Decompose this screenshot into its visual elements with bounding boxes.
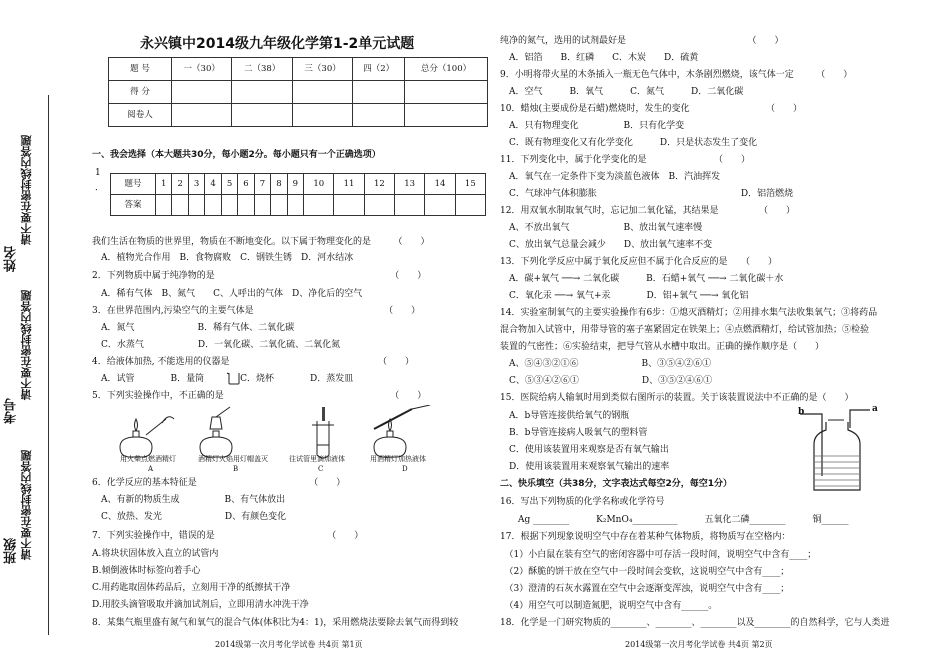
- option-line: A．试管 B．量筒 C．烧杯 D．蒸发皿: [92, 374, 354, 384]
- option-line: C．氧化汞 ──→ 氧气+汞 D．铝+氧气 ──→ 氧化铝: [500, 291, 749, 301]
- option-line: A．氧气在一定条件下变为淡蓝色液体 B．汽油挥发: [500, 172, 721, 182]
- option-line: D．使用该装置用来观察氧气输出的速率: [500, 462, 670, 472]
- option-line: A．氮气 B．稀有气体、二氧化碳: [92, 323, 295, 333]
- fill-line[interactable]: Ag ________ K₂MnO₄__________ 五氧化二磷________ 铜______: [500, 515, 849, 525]
- score-row-label: 阅卷人: [109, 104, 172, 127]
- answer-number: 11: [334, 174, 364, 195]
- answer-cell[interactable]: [205, 195, 221, 216]
- q5-letter: B: [233, 465, 239, 473]
- option-line: C．既有物理变化又有化学变化 D．只是状态发生了变化: [500, 138, 758, 148]
- option-line: A、不放出氧气 B、放出氧气速率慢: [500, 223, 703, 233]
- question-line: 2．下列物质中属于纯净物的是 （ ）: [92, 271, 427, 281]
- score-row-label: 得 分: [109, 81, 172, 104]
- lamp-b-icon: [200, 407, 232, 457]
- fill-line[interactable]: （1）小白鼠在装有空气的密闭容器中可存活一段时间，说明空气中含有____；: [500, 550, 817, 560]
- question-line: 3．在世界范围内,污染空气的主要气体是 （ ）: [92, 306, 421, 316]
- answer-cell[interactable]: [334, 195, 364, 216]
- option-line: A.将块状固体放入直立的试管内: [92, 549, 219, 559]
- fill-line[interactable]: （4）用空气可以制造氮肥，说明空气中含有______。: [500, 601, 718, 611]
- option-line: A．空气 B．氧气 C．氮气 D．二氧化碳: [500, 87, 744, 97]
- option-line: C、放热、发光 D、有颜色变化: [92, 512, 287, 522]
- score-cell[interactable]: [232, 104, 292, 127]
- option-line: D.用胶头滴管吸取并滴加试剂后，立即用清水冲洗干净: [92, 600, 309, 610]
- question-line: 11．下列变化中，属于化学变化的是 （ ）: [500, 155, 750, 165]
- option-line: A．碳+氧气 ──→ 二氧化碳 B．石蜡+氧气 ──→ 二氧化碳＋水: [500, 274, 784, 284]
- gas-bottle-figure: [800, 398, 878, 496]
- question-dot: ．: [95, 183, 105, 193]
- section-heading: 二、快乐填空（共38分，文字表达式每空2分，每空1分）: [500, 479, 733, 489]
- answer-cell[interactable]: [188, 195, 204, 216]
- score-table: [108, 57, 488, 127]
- heating-icon: [374, 405, 430, 457]
- score-header: 二（38）: [232, 58, 292, 81]
- q5-caption: 用酒精灯加热液体: [370, 455, 426, 463]
- fill-line[interactable]: （3）澄清的石灰水露置在空气中会逐渐变浑浊，说明空气中含有____；: [500, 584, 790, 594]
- score-cell[interactable]: [292, 104, 352, 127]
- question-line: 10．蜡烛(主要成份是石蜡)燃烧时，发生的变化 （ ）: [500, 104, 802, 114]
- answer-number: 3: [188, 174, 204, 195]
- footer-page-1: 2014级第一次月考化学试卷 共4页 第1页: [215, 640, 363, 649]
- question-line: 8．某集气瓶里盛有氮气和氧气的混合气体(体积比为4：1)，采用燃烧法要除去氧气而得到较: [92, 618, 459, 628]
- score-cell[interactable]: [172, 104, 232, 127]
- option-line: A、有新的物质生成 B、有气体放出: [92, 495, 286, 505]
- q5-letter: D: [402, 465, 408, 473]
- fill-line[interactable]: 18．化学是一门研究物质的________、________、________以及________的自然科学，它与人类进: [500, 618, 890, 628]
- answer-number: 13: [395, 174, 425, 195]
- option-line: A．植物光合作用 B．食物腐败 C．钢铁生锈 D．河水结冰: [92, 253, 354, 263]
- question-line: 5．下列实验操作中，不正确的是 （ ）: [92, 391, 427, 401]
- answer-cell[interactable]: [221, 195, 237, 216]
- answer-number: 1: [156, 174, 172, 195]
- option-line: A．稀有气体 B、氮气 C、人呼出的气体 D、净化后的空气: [92, 289, 363, 299]
- section-heading: 一、我会选择（本大题共30分，每小题2分。每小题只有一个正确选项）: [92, 150, 381, 160]
- score-cell[interactable]: [292, 81, 352, 104]
- option-line: B.倾倒液体时标签向着手心: [92, 566, 201, 576]
- id-label: 考号: [4, 398, 19, 424]
- question-line: 混合物加入试管中，用带导管的塞子塞紧固定在铁架上；④点燃酒精灯，给试管加热；⑤检验: [500, 325, 870, 335]
- beaker-icon: [226, 372, 242, 385]
- answer-number: 14: [425, 174, 455, 195]
- class-label: 班级: [4, 538, 19, 564]
- answer-number: 10: [304, 174, 334, 195]
- question-line: 13．下列化学反应中属于氧化反应但不属于化合反应的是 （ ）: [500, 257, 777, 267]
- option-line: B．b导管连接病人吸氧气的塑料管: [500, 428, 648, 438]
- score-header: 总分（100）: [405, 58, 488, 81]
- q5-caption: 酒精灯火焰用灯帽盖灭: [198, 455, 268, 463]
- score-header: 三（30）: [292, 58, 352, 81]
- seal-warning: 请不要在密封线内答题: [20, 135, 33, 245]
- answer-number: 6: [238, 174, 254, 195]
- seal-warning: 请不要在密封线内答题: [20, 450, 33, 560]
- option-line: A、⑤④③②①⑥ B、③⑤④②⑥①: [500, 359, 712, 369]
- score-header: 四（2）: [353, 58, 405, 81]
- q5-illustrations: [112, 405, 447, 460]
- seal-line: [48, 95, 49, 635]
- option-line: C.用药匙取固体药品后，立刻用干净的纸擦拭干净: [92, 583, 291, 593]
- answer-cell[interactable]: [271, 195, 287, 216]
- q5-letter: A: [148, 465, 154, 473]
- score-cell[interactable]: [353, 104, 405, 127]
- option-line: A．只有物理变化 B．只有化学变: [500, 121, 685, 131]
- answer-cell[interactable]: [156, 195, 172, 216]
- option-line: C．水蒸气 D．一氧化碳、二氧化硫、二氧化氮: [92, 340, 341, 350]
- answer-number: 7: [254, 174, 270, 195]
- question-line: 17．根据下列现象说明空气中存在着某种气体物质，将物质写在空格内：: [500, 532, 791, 542]
- question-line: 纯净的氮气，选用的试剂最好是 （ ）: [500, 36, 784, 46]
- footer-page-2: 2014级第一次月考化学试卷 共4页 第2页: [625, 640, 773, 649]
- answer-number: 4: [205, 174, 221, 195]
- answer-number: 15: [455, 174, 485, 195]
- option-line: A．铝箔 B．红磷 C．木炭 D．硫黄: [500, 53, 699, 63]
- score-cell[interactable]: [405, 104, 488, 127]
- score-cell[interactable]: [405, 81, 488, 104]
- answer-cell[interactable]: [455, 195, 485, 216]
- option-line: C．气球冲气体积膨胀 D．铝箔燃烧: [500, 189, 794, 199]
- question-line: 14．实验室制氧气的主要实验操作有6步：①熄灭酒精灯；②用排水集气法收集氧气；③将药品: [500, 308, 878, 318]
- q5-caption: 往试管里滴加液体: [289, 455, 345, 463]
- answer-number: 9: [287, 174, 303, 195]
- question-line: 16．写出下列物质的化学名称或化学符号: [500, 497, 665, 507]
- score-header: 一（30）: [172, 58, 232, 81]
- answer-number: 5: [221, 174, 237, 195]
- lamp-a-icon: [120, 417, 174, 457]
- binding-margin: [0, 0, 72, 671]
- name-label: 姓名: [4, 246, 19, 272]
- score-cell[interactable]: [353, 81, 405, 104]
- answer-cell[interactable]: [172, 195, 188, 216]
- answer-cell[interactable]: [364, 195, 394, 216]
- question-line: 9．小明将带火星的木条插入一瓶无色气体中，木条剧烈燃烧，该气体一定 （ ）: [500, 70, 853, 80]
- page-title: 永兴镇中2014级九年级化学第1-2单元试题: [140, 36, 415, 52]
- score-cell[interactable]: [232, 81, 292, 104]
- question-line: 15．医院给病人输氧时用到类似右图所示的装置。关于该装置说法中不正确的是（ ）: [500, 393, 854, 403]
- question-number: 1: [95, 168, 101, 178]
- answer-cell[interactable]: [304, 195, 334, 216]
- answer-cell[interactable]: [238, 195, 254, 216]
- option-line: C、放出氧气总量会减少 D、放出氧气速率不变: [500, 240, 713, 250]
- q5-caption: 用火柴点燃酒精灯: [120, 455, 176, 463]
- option-line: C、⑤③④②⑥① D、③⑤②④⑥①: [500, 376, 713, 386]
- answer-cell[interactable]: [395, 195, 425, 216]
- option-line: A．b导管连接供给氧气的钢瓶: [500, 411, 630, 421]
- question-line: 我们生活在物质的世界里，物质在不断地变化。以下属于物理变化的是 （ ）: [92, 237, 430, 247]
- question-line: 装置的气密性；⑥实验结束，把导气管从水槽中取出。正确的操作顺序是（ ）: [500, 342, 825, 352]
- seal-warning: 请不要在密封线内答题: [20, 290, 33, 400]
- answer-number: 8: [271, 174, 287, 195]
- answer-number: 2: [172, 174, 188, 195]
- answer-number: 12: [364, 174, 394, 195]
- question-line: 6．化学反应的基本特征是 （ ）: [92, 478, 346, 488]
- answer-table: [110, 173, 486, 216]
- question-line: 7．下列实验操作中，错误的是 （ ）: [92, 531, 364, 541]
- figure-label-a: a: [872, 404, 878, 414]
- question-line: 4．给液体加热, 不能选用的仪器是 （ ）: [92, 357, 414, 367]
- question-line: 12．用双氧水制取氧气时，忘记加二氧化锰，其结果是 （ ）: [500, 206, 795, 216]
- answer-header: 题号: [111, 174, 156, 195]
- answer-cell[interactable]: [287, 195, 303, 216]
- figure-label-b: b: [798, 407, 805, 417]
- answer-cell[interactable]: [254, 195, 270, 216]
- score-header: 题 号: [109, 58, 172, 81]
- test-tube-icon: [312, 407, 334, 458]
- fill-line[interactable]: （2）酥脆的饼干放在空气中一段时间会变软，这说明空气中含有____；: [500, 567, 790, 577]
- answer-row-label: 答案: [111, 195, 156, 216]
- option-line: C．使用该装置用来观察是否有氧气输出: [500, 445, 669, 455]
- score-cell[interactable]: [172, 81, 232, 104]
- answer-cell[interactable]: [425, 195, 455, 216]
- q5-letter: C: [318, 465, 324, 473]
